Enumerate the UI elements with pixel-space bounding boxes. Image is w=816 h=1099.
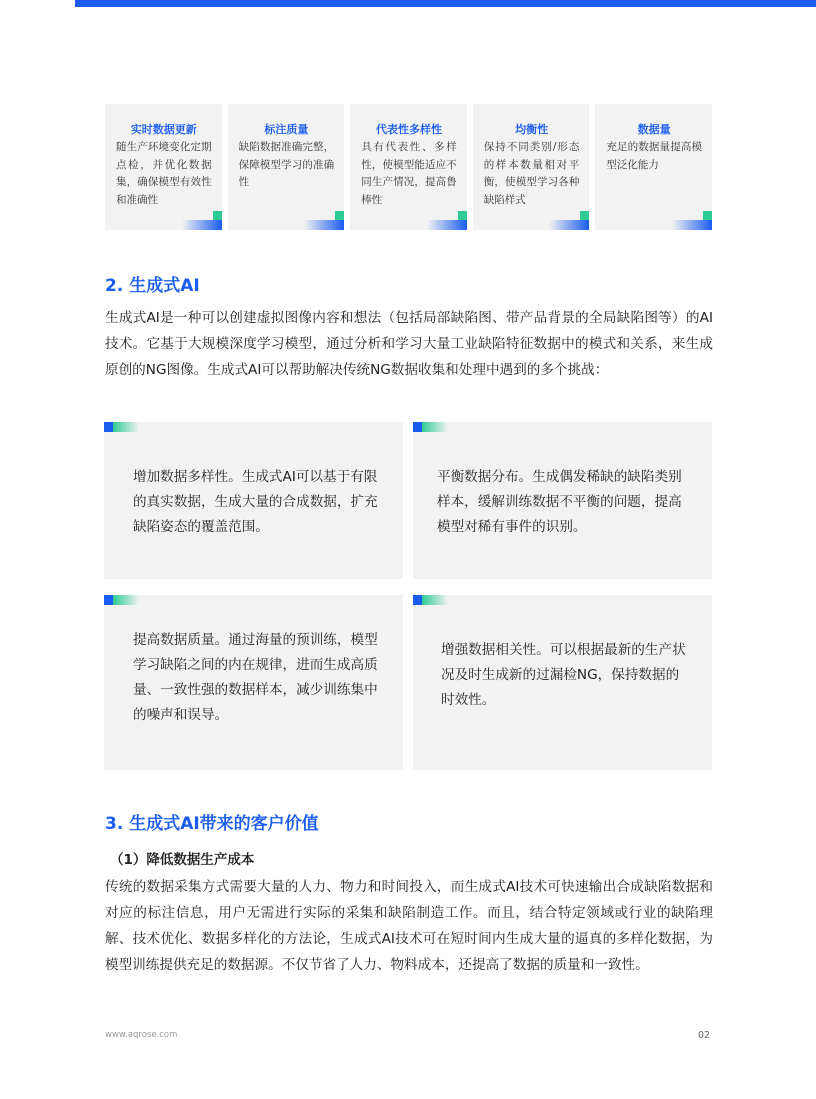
corner-decoration — [182, 210, 222, 230]
feature-desc: 具有代表性、多样性，使模型能适应不同生产情况，提高鲁棒性 — [361, 141, 457, 206]
feature-title: 标注质量 — [264, 123, 309, 136]
card-marker — [413, 422, 448, 432]
section-heading-generative-ai: 2. 生成式AI — [105, 276, 200, 296]
corner-decoration — [304, 210, 344, 230]
card-marker — [104, 422, 139, 432]
top-accent-bar — [75, 0, 816, 7]
feature-desc: 随生产环境变化定期点检，并优化数据集，确保模型有效性和准确性 — [116, 141, 212, 206]
page-number: 02 — [698, 1030, 711, 1041]
corner-decoration — [672, 210, 712, 230]
feature-card-data-volume — [595, 104, 712, 230]
feature-title: 代表性多样性 — [375, 123, 442, 136]
feature-card-balance — [473, 104, 590, 230]
challenge-card-balance — [413, 422, 712, 579]
corner-decoration — [427, 210, 467, 230]
corner-decoration — [549, 210, 589, 230]
section-heading-customer-value: 3. 生成式AI带来的客户价值 — [105, 814, 319, 834]
feature-desc: 保持不同类别/形态的样本数量相对平衡，使模型学习各种缺陷样式 — [483, 141, 580, 206]
footer-url: www.aqrose.com — [105, 1030, 178, 1040]
challenge-card-diversity — [104, 422, 403, 579]
challenge-text: 平衡数据分布。生成偶发稀缺的缺陷类别样本，缓解训练数据不平衡的问题，提高模型对稀有事件的识别。 — [437, 469, 682, 535]
section2-paragraph: 生成式AI是一种可以创建虚拟图像内容和想法（包括局部缺陷图、带产品背景的全局缺陷图等）的AI技术。它基于大规模深度学习模型，通过分析和学习大量工业缺陷特征数据中的模式和关系，来生成原创的NG图像。生成式AI可以帮助解决传统NG数据收集和处理中遇到的多个挑战： — [105, 310, 713, 378]
card-marker — [104, 595, 139, 605]
feature-title: 数据量 — [637, 123, 671, 136]
challenge-card-relevance — [413, 595, 712, 770]
feature-desc: 缺陷数据准确完整，保障模型学习的准确性 — [238, 141, 335, 188]
feature-card-realtime-update — [105, 104, 222, 230]
challenge-text: 增加数据多样性。生成式AI可以基于有限的真实数据，生成大量的合成数据，扩充缺陷姿态的覆盖范围。 — [133, 469, 378, 535]
challenge-text: 提高数据质量。通过海量的预训练，模型学习缺陷之间的内在规律，进而生成高质量、一致性强的数据样本，减少训练集中的噪声和误导。 — [133, 632, 378, 723]
feature-title: 实时数据更新 — [130, 123, 197, 136]
challenge-card-quality — [104, 595, 403, 770]
feature-cards — [105, 104, 712, 230]
subheading-reduce-cost: （1）降低数据生产成本 — [110, 852, 255, 868]
challenge-text: 增强数据相关性。可以根据最新的生产状况及时生成新的过漏检NG，保持数据的时效性。 — [441, 642, 686, 708]
section3-paragraph: 传统的数据采集方式需要大量的人力、物力和时间投入，而生成式AI技术可快速输出合成缺陷数据和对应的标注信息，用户无需进行实际的采集和缺陷制造工作。而且，结合特定领域或行业的缺陷理解、技术优化、数据多样化的方法论，生成式AI技术可在短时间内生成大量的逼真的多样化数据，为模型训练提供充足的数据源。不仅节省了人力、物料成本，还提高了数据的质量和一致性。 — [105, 879, 713, 973]
feature-card-diversity — [350, 104, 467, 230]
feature-desc: 充足的数据量提高模型泛化能力 — [606, 141, 702, 171]
feature-card-annotation-quality — [228, 104, 345, 230]
card-marker — [413, 595, 448, 605]
feature-title: 均衡性 — [515, 123, 549, 136]
